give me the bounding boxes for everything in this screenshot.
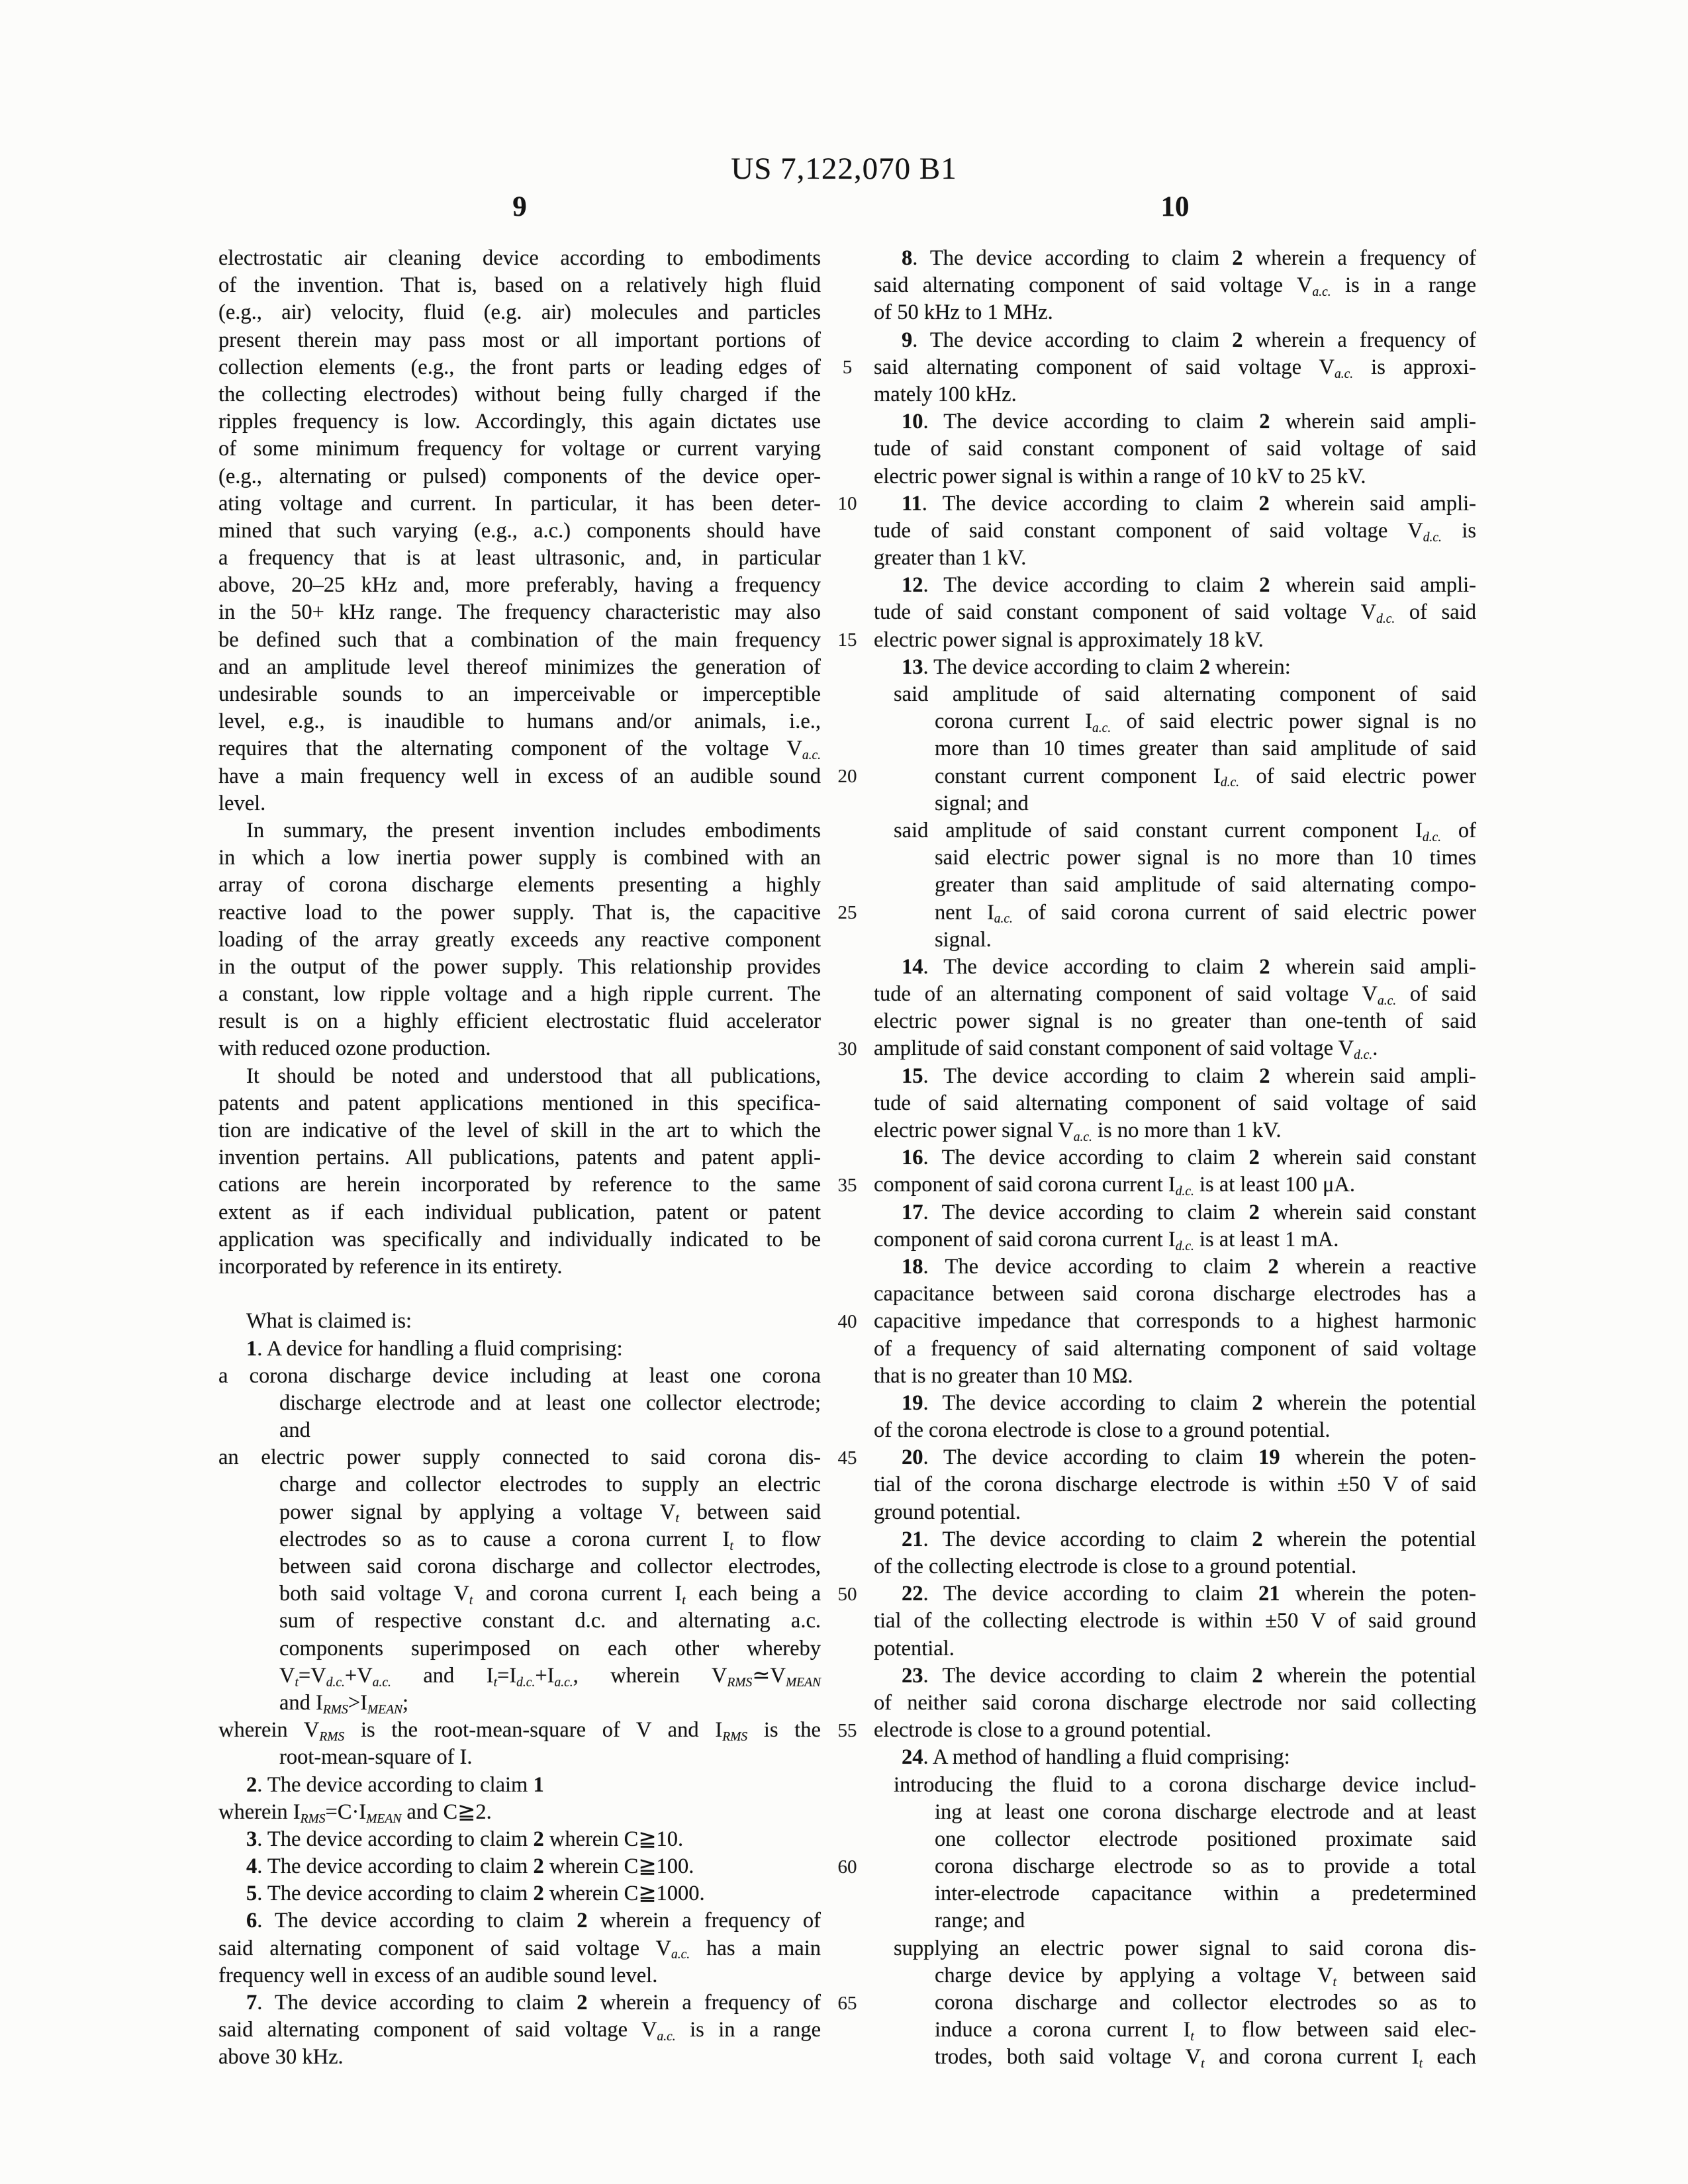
text-line: mately 100 kHz.	[874, 382, 1017, 406]
text-line: collection elements (e.g., the front parts or leading edges of	[218, 355, 821, 379]
text-line: electric power signal is no greater than one-tenth of said	[874, 1009, 1476, 1034]
text-line: 12. The device according to claim 2 wherein said ampli-	[902, 573, 1476, 598]
text-line: electrodes so as to cause a corona current $I_t$ to flow	[279, 1527, 821, 1553]
text-line: 16. The device according to claim 2 wherein said constant	[902, 1146, 1476, 1170]
text-line: application was specifically and individually indicated to be	[218, 1227, 821, 1251]
text-line: tude of said constant component of said voltage $V_{d.c.}$ is	[874, 518, 1476, 545]
text-line: said alternating component of said voltage $V_{a.c.}$ is in a range	[874, 273, 1476, 300]
text-line: 18. The device according to claim 2 wherein a reactive	[902, 1254, 1476, 1279]
text-line: charge device by applying a voltage $V_t$ between said	[935, 1963, 1476, 1989]
text-line: in which a low inertia power supply is combined with an	[218, 846, 821, 870]
text-line: of 50 kHz to 1 MHz.	[874, 300, 1053, 325]
text-line: frequency well in excess of an audible sound level.	[218, 1963, 658, 1987]
text-line: electrostatic air cleaning device according to embodiments	[218, 246, 821, 270]
text-line: of neither said corona discharge electrode nor said collecting	[874, 1690, 1476, 1715]
text-line: said alternating component of said voltage $V_{a.c.}$ is in a range	[218, 2018, 821, 2044]
text-line: discharge electrode and at least one collector electrode;	[279, 1390, 821, 1415]
column-10-text	[874, 245, 1476, 2071]
text-line: capacitive impedance that corresponds to a highest harmonic	[874, 1309, 1476, 1334]
text-line: incorporated by reference in its entirety.	[218, 1254, 563, 1279]
text-line: 13. The device according to claim 2 wherein:	[902, 655, 1291, 679]
gutter-line-number: 5	[842, 356, 853, 378]
text-line: 14. The device according to claim 2 wherein said ampli-	[902, 954, 1476, 979]
text-line: of a frequency of said alternating component of said voltage	[874, 1336, 1476, 1361]
text-line: requires that the alternating component of the voltage $V_{a.c.}$	[218, 737, 821, 763]
text-line: array of corona discharge elements presenting a highly	[218, 873, 821, 897]
text-line: said alternating component of said voltage $V_{a.c.}$ has a main	[218, 1936, 821, 1962]
text-line: and an amplitude level thereof minimizes the generation of	[218, 655, 821, 679]
text-line: components superimposed on each other whereby	[279, 1636, 821, 1661]
text-line: said alternating component of said voltage $V_{a.c.}$ is approxi-	[874, 355, 1476, 381]
text-line: 15. The device according to claim 2 wherein said ampli-	[902, 1064, 1476, 1088]
text-line: amplitude of said constant component of said voltage $V_{d.c.}$.	[874, 1036, 1378, 1063]
text-line: greater than said amplitude of said alternating compo-	[935, 873, 1476, 897]
text-line: present therein may pass most or all important portions of	[218, 328, 821, 352]
text-line: patents and patent applications mentioned in this specifica-	[218, 1091, 821, 1115]
text-line: and $I_{RMS}>I_{MEAN}$;	[279, 1690, 409, 1717]
text-line: both said voltage $V_t$ and corona current $I_t$ each being a	[279, 1582, 821, 1608]
text-line: constant current component $I_{d.c.}$ of said electric power	[935, 764, 1476, 790]
patent-number: US 7,122,070 B1	[731, 152, 957, 186]
column-number-left: 9	[512, 191, 527, 222]
gutter-line-number: 45	[837, 1447, 857, 1469]
text-line: level, e.g., is inaudible to humans and/or animals, i.e.,	[218, 709, 821, 734]
text-line: introducing the fluid to a corona discharge device includ-	[894, 1772, 1476, 1797]
text-line: tude of an alternating component of said voltage $V_{a.c.}$ of said	[874, 982, 1476, 1008]
text-line: ating voltage and current. In particular, it has been deter-	[218, 491, 821, 516]
text-line: 23. The device according to claim 2 wherein the potential	[902, 1663, 1476, 1688]
text-line: a frequency that is at least ultrasonic, and, in particular	[218, 546, 821, 570]
text-line: invention pertains. All publications, patents and patent appli-	[218, 1146, 821, 1170]
text-line: component of said corona current $I_{d.c.}$ is at least 1 mA.	[874, 1227, 1339, 1253]
text-line: corona discharge and collector electrodes so as to	[935, 1991, 1476, 2015]
text-line: corona discharge electrode so as to provide a total	[935, 1854, 1476, 1879]
gutter-line-number: 65	[837, 1992, 857, 2014]
text-line: 20. The device according to claim 19 wherein the poten-	[902, 1445, 1477, 1470]
blank-line	[218, 1281, 821, 1308]
text-line: said electric power signal is no more than 10 times	[935, 846, 1476, 870]
text-line: with reduced ozone production.	[218, 1036, 491, 1061]
text-line: the collecting electrodes) without being fully charged if the	[218, 382, 821, 406]
text-line: tion are indicative of the level of skill in the art to which the	[218, 1118, 821, 1142]
text-line: reactive load to the power supply. That is, the capacitive	[218, 900, 821, 925]
text-line: tude of said alternating component of said voltage of said	[874, 1091, 1476, 1115]
text-line: component of said corona current $I_{d.c.}$ is at least 100 μA.	[874, 1173, 1355, 1199]
text-line: mined that such varying (e.g., a.c.) components should have	[218, 518, 821, 543]
text-line: ground potential.	[874, 1500, 1021, 1524]
text-line: one collector electrode positioned proximate said	[935, 1827, 1476, 1851]
text-line: of the corona electrode is close to a ground potential.	[874, 1418, 1331, 1443]
text-line: between said corona discharge and collector electrodes,	[279, 1555, 821, 1578]
text-line: 8. The device according to claim 2 wherein a frequency of	[902, 246, 1476, 270]
text-line: 11. The device according to claim 2 wherein said ampli-	[902, 491, 1476, 516]
text-line: $V_t=V_{d.c.}+V_{a.c.}$ and $I_t=I_{d.c.}+I_{a.c.}$, wherein $V_{RMS}≃V_{MEAN}$	[279, 1663, 821, 1690]
text-line: of the invention. That is, based on a relatively high fluid	[218, 273, 821, 298]
text-line: 17. The device according to claim 2 wherein said constant	[902, 1200, 1476, 1224]
text-line: level.	[218, 791, 266, 815]
text-line: corona current $I_{a.c.}$ of said electric power signal is no	[935, 709, 1476, 736]
text-line: electrode is close to a ground potential.	[874, 1718, 1211, 1743]
text-line: loading of the array greatly exceeds any reactive component	[218, 927, 821, 952]
text-line: said amplitude of said constant current component $I_{d.c.}$ of	[894, 818, 1477, 844]
text-line: an electric power supply connected to said corona dis-	[218, 1445, 821, 1470]
text-line: 3. The device according to claim 2 wherein C≧10.	[246, 1827, 684, 1851]
text-line: root-mean-square of I.	[279, 1745, 473, 1770]
gutter-line-number: 40	[837, 1310, 857, 1332]
text-line: undesirable sounds to an imperceivable or imperceptible	[218, 682, 821, 706]
text-line: 22. The device according to claim 21 wherein the poten-	[902, 1582, 1477, 1606]
text-line: (e.g., alternating or pulsed) components of the device oper-	[218, 464, 821, 488]
gutter-line-number: 55	[837, 1719, 857, 1741]
text-line: more than 10 times greater than said amplitude of said	[935, 737, 1476, 761]
text-line: 21. The device according to claim 2 wherein the potential	[902, 1527, 1476, 1551]
text-line: 7. The device according to claim 2 wherein a frequency of	[246, 1991, 821, 2015]
text-line: 1. A device for handling a fluid comprising:	[246, 1336, 623, 1361]
text-line: trodes, both said voltage $V_t$ and corona current $I_t$ each	[935, 2045, 1476, 2071]
text-line: in the output of the power supply. This relationship provides	[218, 954, 821, 979]
text-line: that is no greater than 10 MΩ.	[874, 1363, 1133, 1388]
text-line: inter-electrode capacitance within a predetermined	[935, 1882, 1476, 1906]
text-line: potential.	[874, 1636, 955, 1661]
text-line: tude of said constant component of said voltage of said	[874, 437, 1476, 461]
text-line: extent as if each individual publication, patent or patent	[218, 1200, 821, 1224]
text-line: range; and	[935, 1909, 1025, 1933]
text-line: wherein $V_{RMS}$ is the root-mean-square of V and $I_{RMS}$ is the	[218, 1718, 821, 1744]
text-line: 10. The device according to claim 2 wherein said ampli-	[902, 410, 1476, 434]
text-line: ing at least one corona discharge electrode and at least	[935, 1799, 1476, 1824]
text-line: power signal by applying a voltage $V_t$ between said	[279, 1500, 821, 1526]
text-line: of some minimum frequency for voltage or current varying	[218, 437, 821, 461]
text-line: electric power signal is approximately 18 kV.	[874, 627, 1264, 652]
text-line: (e.g., air) velocity, fluid (e.g. air) molecules and particles	[218, 300, 821, 325]
gutter-line-number: 25	[837, 901, 857, 923]
text-line: 19. The device according to claim 2 wherein the potential	[902, 1390, 1476, 1415]
text-line: supplying an electric power signal to said corona dis-	[894, 1936, 1476, 1960]
gutter-line-number: 50	[837, 1583, 857, 1605]
text-line: In summary, the present invention includes embodiments	[246, 818, 821, 842]
gutter-line-number: 20	[837, 765, 857, 787]
text-line: 6. The device according to claim 2 wherein a frequency of	[246, 1909, 821, 1933]
text-line: 5. The device according to claim 2 wherein C≧1000.	[246, 1882, 705, 1906]
text-line: 9. The device according to claim 2 wherein a frequency of	[902, 328, 1476, 352]
text-line: wherein $I_{RMS}=C\cdot I_{MEAN}$ and C≧2.	[218, 1799, 492, 1826]
text-line: said amplitude of said alternating component of said	[894, 682, 1476, 706]
text-line: capacitance between said corona discharge electrodes has a	[874, 1282, 1476, 1306]
text-line: induce a corona current $I_t$ to flow between said elec-	[935, 2018, 1476, 2044]
text-line: 4. The device according to claim 2 wherein C≧100.	[246, 1854, 694, 1879]
line-number-gutter	[821, 245, 874, 2078]
gutter-line-number: 60	[837, 1856, 857, 1878]
text-line: ripples frequency is low. Accordingly, this again dictates use	[218, 410, 821, 434]
text-line: 2. The device according to claim 1	[246, 1772, 544, 1797]
gutter-line-number: 30	[837, 1038, 857, 1060]
text-line: cations are herein incorporated by reference to the same	[218, 1173, 821, 1197]
text-line: electric power signal $V_{a.c.}$ is no more than 1 kV.	[874, 1118, 1282, 1144]
gutter-line-number: 15	[837, 629, 857, 651]
gutter-line-number: 10	[837, 492, 857, 514]
gutter-line-number: 35	[837, 1174, 857, 1196]
text-line: signal; and	[935, 791, 1029, 815]
text-line: greater than 1 kV.	[874, 546, 1027, 570]
text-line: be defined such that a combination of the main frequency	[218, 627, 821, 652]
text-line: charge and collector electrodes to supply an electric	[279, 1473, 821, 1497]
text-line: nent $I_{a.c.}$ of said corona current of said electric power	[935, 900, 1476, 927]
text-line: in the 50+ kHz range. The frequency characteristic may also	[218, 600, 821, 625]
text-line: electric power signal is within a range of 10 kV to 25 kV.	[874, 464, 1366, 488]
text-line: above 30 kHz.	[218, 2045, 344, 2070]
text-line: result is on a highly efficient electrostatic fluid accelerator	[218, 1009, 821, 1034]
text-line: a corona discharge device including at least one corona	[218, 1363, 821, 1388]
column-number-right: 10	[1160, 191, 1190, 222]
column-9-text	[218, 245, 821, 2071]
text-line: above, 20–25 kHz and, more preferably, having a frequency	[218, 573, 821, 598]
text-line: and	[279, 1418, 310, 1443]
text-line: What is claimed is:	[246, 1309, 412, 1334]
text-line: signal.	[935, 927, 992, 952]
text-line: have a main frequency well in excess of an audible sound	[218, 764, 821, 788]
text-line: 24. A method of handling a fluid comprising:	[902, 1745, 1290, 1770]
text-line: tude of said constant component of said voltage $V_{d.c.}$ of said	[874, 600, 1476, 627]
text-line: a constant, low ripple voltage and a high ripple current. The	[218, 982, 821, 1007]
text-line: tial of the collecting electrode is within ±50 V of said ground	[874, 1609, 1476, 1633]
text-line: of the collecting electrode is close to a ground potential.	[874, 1555, 1357, 1578]
text-line: tial of the corona discharge electrode is within ±50 V of said	[874, 1473, 1476, 1497]
text-line: sum of respective constant d.c. and alternating a.c.	[279, 1609, 821, 1633]
text-line: It should be noted and understood that all publications,	[246, 1064, 821, 1088]
